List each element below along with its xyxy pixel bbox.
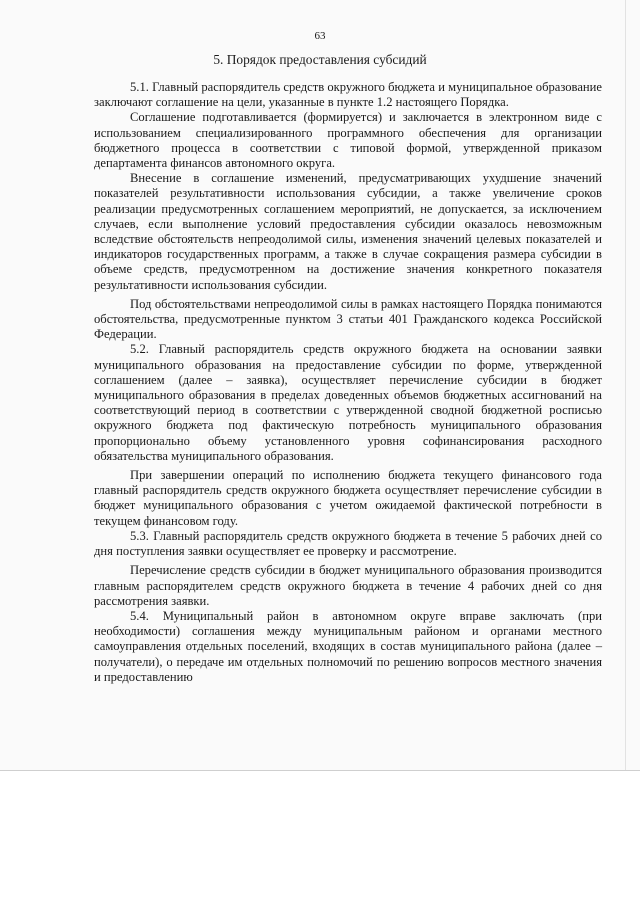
paragraph-force-majeure: Под обстоятельствами непреодолимой силы в рамках настоящего Порядка понимаются обстоятельства, предусмотренные пунктом 3 статьи 401 Гражданского кодекса Российской Федерации. [94, 296, 602, 342]
paragraph-5-3: 5.3. Главный распорядитель средств окружного бюджета в течение 5 рабочих дней со дня поступления заявки осуществляет ее проверку и рассмотрение. [94, 528, 602, 559]
paragraph-5-1: 5.1. Главный распорядитель средств окружного бюджета и муниципальное образование заключают соглашение на цели, указанные в пункте 1.2 настоящего Порядка. [94, 80, 602, 110]
document-body [94, 80, 602, 685]
paragraph-5-4: 5.4. Муниципальный район в автономном округе вправе заключать (при необходимости) соглашения между муниципальным районом и органами местного самоуправления отдельных поселений, входящих в состав муниципального района (далее – получатели), о передаче им отдельных полномочий по решению вопросов местного значения и предоставлению [94, 608, 602, 684]
page-number: 63 [314, 30, 326, 42]
paragraph-agreement-changes: Внесение в соглашение изменений, предусматривающих ухудшение значений показателей результативности использования субсидии, а также увеличение сроков реализации предусмотренных соглашением мероприятий, не допускается, за исключением случаев, если выполнение условий предоставления субсидии оказалось невозможным вследствие обстоятельств непреодолимой силы, изменения значений целевых показателей и индикаторов государственных программ, а также в случае сокращения размера субсидии в объеме средств, предусмотренном на достижение значения конкретного показателя результативности использования субсидии. [94, 171, 602, 292]
paragraph-agreement-form: Соглашение подготавливается (формируется) и заключается в электронном виде с использованием специализированного программного обеспечения для организации бюджетного процесса в соответствии с типовой формой, утвержденной приказом департамента финансов автономного округа. [94, 110, 602, 171]
section-heading: 5. Порядок предоставления субсидий [213, 52, 427, 67]
paragraph-transfer-term: Перечисление средств субсидии в бюджет муниципального образования производится главным распорядителем средств окружного бюджета в течение 4 рабочих дней со дня рассмотрения заявки. [94, 563, 602, 608]
paragraph-year-end-transfer: При завершении операций по исполнению бюджета текущего финансового года главный распорядитель средств окружного бюджета осуществляет перечисление субсидии в бюджет муниципального образования с учетом ожидаемой фактической потребности в текущем финансовом году. [94, 468, 602, 528]
paragraph-5-2: 5.2. Главный распорядитель средств окружного бюджета на основании заявки муниципального образования на предоставление субсидии по форме, утвержденной соглашением (далее – заявка), осуществляет перечисление субсидии в бюджет муниципального образования в пределах доведенных объемов бюджетных ассигнований на соответствующий период в соответствии с утвержденной сводной бюджетной росписью окружного бюджета под фактическую потребность муниципального образования пропорционально объему установленного уровня софинансирования расходного обязательства муниципального образования. [94, 342, 602, 463]
